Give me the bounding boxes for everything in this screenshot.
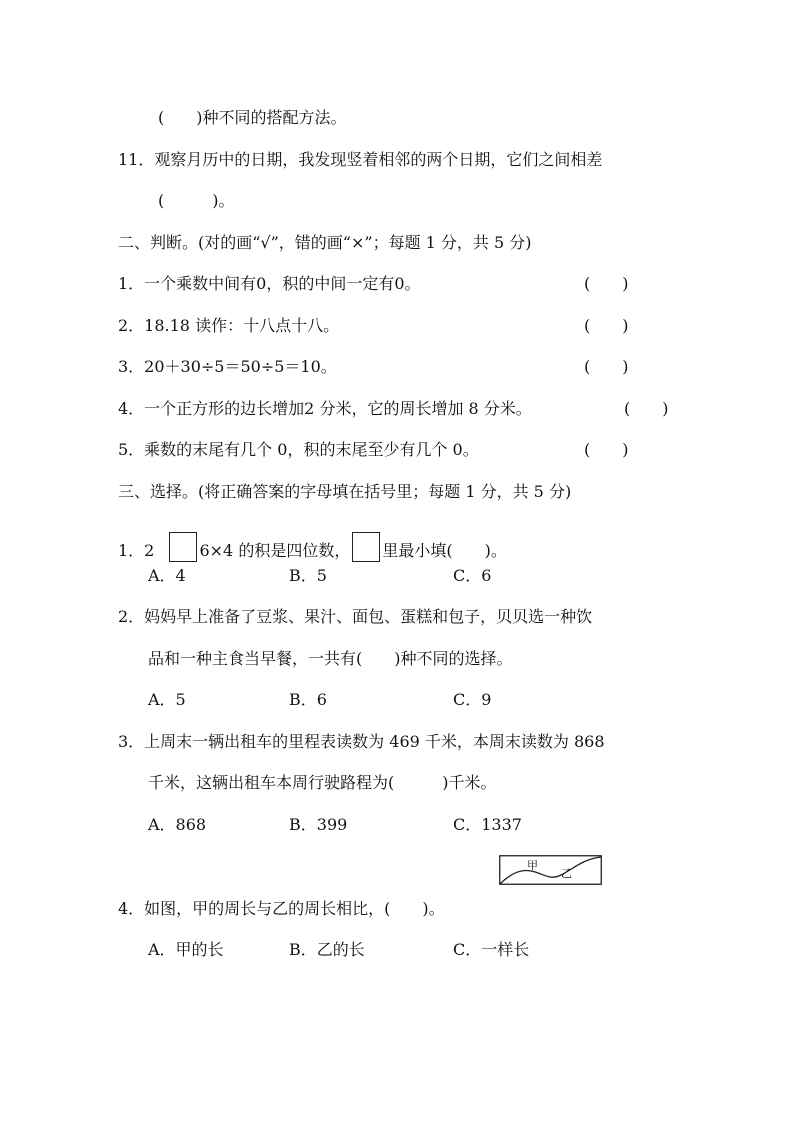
judge-paren-1[interactable]: ( ) (584, 274, 629, 293)
judge-item-2: 2．18.18 读作：十八点十八。 (118, 316, 340, 335)
choice-q3-line1: 3．上周末一辆出租车的里程表读数为 469 千米，本周末读数为 868 (118, 732, 605, 751)
judge-item-5: 5．乘数的末尾有几个 0，积的末尾至少有几个 0。 (118, 440, 479, 459)
choice-q2-option-c[interactable]: C．9 (453, 690, 492, 709)
choice-q4-option-b[interactable]: B．乙的长 (289, 940, 365, 959)
judge-item-3: 3．20＋30÷5＝50÷5＝10。 (118, 357, 337, 376)
figure-curve (500, 857, 601, 884)
judge-paren-3[interactable]: ( ) (584, 357, 629, 376)
figure-label-jia: 甲 (527, 859, 538, 872)
section3-title: 三、选择。(将正确答案的字母填在括号里；每题 1 分，共 5 分) (118, 482, 572, 501)
choice-q3-option-b[interactable]: B．399 (289, 815, 348, 834)
choice-q1-option-b[interactable]: B．5 (289, 566, 327, 585)
judge-paren-5[interactable]: ( ) (584, 440, 629, 459)
choice-q4-option-c[interactable]: C．一样长 (453, 940, 530, 959)
choice-q3-option-a[interactable]: A．868 (148, 815, 207, 834)
figure-rectangle (500, 856, 602, 885)
judge-item-4: 4．一个正方形的边长增加2 分米，它的周长增加 8 分米。 (118, 399, 532, 418)
perimeter-figure (499, 855, 602, 885)
perimeter-figure-svg (499, 855, 602, 885)
q10-tail: ( )种不同的搭配方法。 (158, 108, 347, 127)
choice-q1-option-a[interactable]: A．4 (148, 566, 186, 585)
choice-q2-option-b[interactable]: B．6 (289, 690, 327, 709)
judge-paren-2[interactable]: ( ) (584, 316, 629, 335)
choice-q2-option-a[interactable]: A．5 (148, 690, 186, 709)
choice-q3-line2: 千米，这辆出租车本周行驶路程为( )千米。 (148, 773, 497, 792)
choice-q1-num: 1．2 (118, 541, 155, 560)
choice-q1 (118, 532, 507, 562)
judge-paren-4[interactable]: ( ) (624, 399, 669, 418)
choice-q4-option-a[interactable]: A．甲的长 (148, 940, 224, 959)
choice-q1-option-c[interactable]: C．6 (453, 566, 492, 585)
choice-q2-line1: 2．妈妈早上准备了豆浆、果汁、面包、蛋糕和包子，贝贝选一种饮 (118, 607, 593, 626)
choice-q1-tail: 里最小填( )。 (382, 541, 507, 560)
section2-title: 二、判断。(对的画“√”，错的画“×”；每题 1 分，共 5 分) (118, 233, 532, 252)
blank-box[interactable] (169, 532, 197, 562)
q11-line2: ( )。 (158, 191, 235, 210)
judge-item-1: 1．一个乘数中间有0，积的中间一定有0。 (118, 274, 421, 293)
choice-q1-mid: 6×4 的积是四位数， (199, 541, 351, 560)
blank-box[interactable] (352, 532, 380, 562)
choice-q3-option-c[interactable]: C．1337 (453, 815, 522, 834)
figure-label-yi: 乙 (561, 867, 572, 880)
choice-q2-line2: 品和一种主食当早餐，一共有( )种不同的选择。 (148, 649, 513, 668)
choice-q4-text: 4．如图，甲的周长与乙的周长相比，( )。 (118, 899, 445, 918)
q11-line1: 11．观察月历中的日期，我发现竖着相邻的两个日期，它们之间相差 (118, 150, 603, 169)
